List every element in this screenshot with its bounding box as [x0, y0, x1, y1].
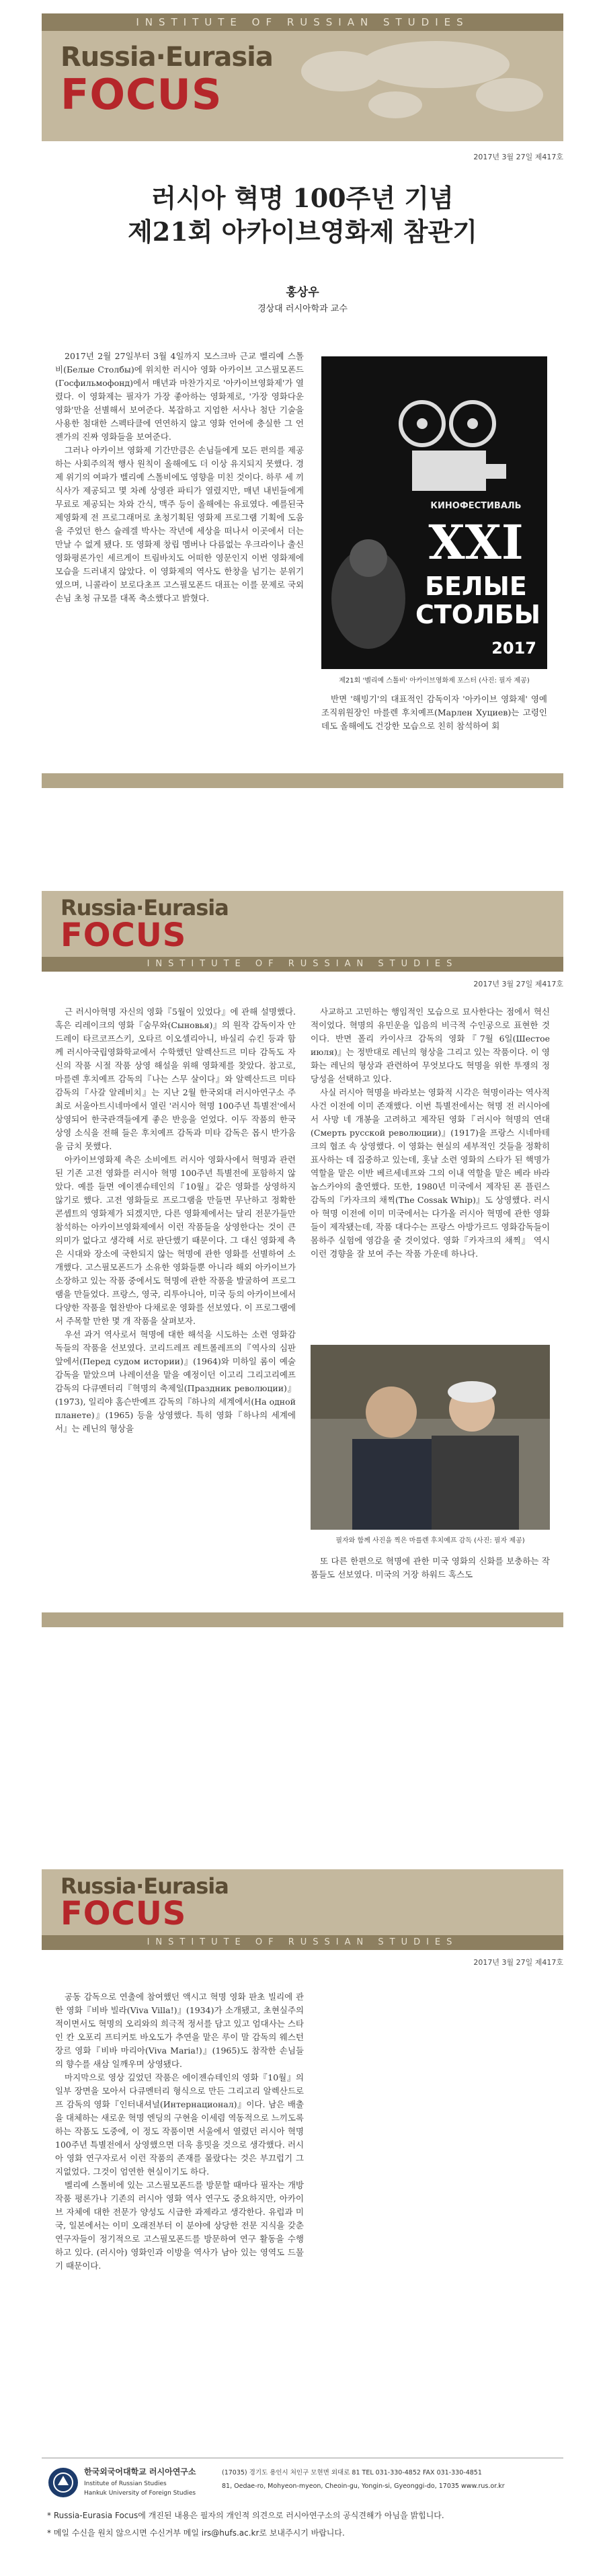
brand-title: FOCUS [61, 70, 223, 119]
paragraph: 우선 과거 역사로서 혁명에 대한 해석을 시도하는 소련 영화감독들의 작품을 선보였다. 코리드레프 레트롤레프의『역사의 심판 앞에서(Перед судом истории)』(1964)와 미하일 롬이 예술감독을 맡았으며 나레이션을 맡을 예정이던 이고리 그리고리예프 감독의 다큐멘터리『혁명의 축제일(Праздник революции)』(1973), 일리야 홈슨반예프 감독의『하나의 세계에서(На одной планете)』(1965) 등을 상영했다. 특히 영화『하나의 세계에서』는 레닌의 형상을 [55, 1329, 296, 1434]
article-author: 홍상우 [286, 286, 319, 299]
brand-subtitle: Russia·Eurasia [61, 42, 273, 73]
brand-subtitle: Russia·Eurasia [61, 895, 229, 921]
paragraph: 또 다른 한편으로 혁명에 관한 미국 영화의 신화를 보충하는 작품들도 선보였다. 미국의 거장 하워드 혹스도 [311, 1556, 550, 1579]
page2-right-column-bottom [311, 1555, 550, 1582]
poster-caption: 제21회 '벨리예 스톨비' 아카이브영화제 포스터 (사진: 필자 제공) [339, 677, 530, 685]
page1-right-column [321, 693, 547, 733]
poster-numeral: XXI [428, 514, 524, 570]
footer-note-1: * Russia-Eurasia Focus에 개진된 내용은 필자의 개인적 의견으로 러시아연구소의 공식견해가 아님을 밝힙니다. [47, 2511, 444, 2520]
page2-right-column [311, 1005, 550, 1261]
footer-note-2: * 메일 수신을 원치 않으시면 수신거부 메일 irs@hufs.ac.kr로 보내주시기 바랍니다. [47, 2528, 345, 2538]
institute-name-en2: Hankuk University of Foreign Studies [84, 2490, 196, 2497]
page-divider [42, 773, 563, 788]
issue-date: 2017년 3월 27일 제417호 [473, 153, 563, 161]
institute-band: INSTITUTE OF RUSSIAN STUDIES [42, 957, 563, 972]
institute-address-en: 81, Oedae-ro, Mohyeon-myeon, Cheoin-gu, Yongin-si, Gyeonggi-do, 17035 www.rus.or.kr [222, 2483, 505, 2490]
author-photo [311, 1345, 550, 1530]
poster-word2: СТОЛБЫ [415, 600, 541, 629]
paragraph: 근 러시아혁명 자신의 영화『5월이 있었다』에 관해 설명했다. 혹은 리레이크의 영화『숨무와(Сыновья)』의 원작 감독이자 안드레이 타르코프스키, 오타르 이오셀리아니, 바실리 슈킨 등과 함께 러시아국립영화학교에서 수학했던 알렉산드르 미타 감독도 자신의 작품 시절 작품 상영 해설을 위해 영화제를 찾았다. 참고로, 마를렌 후치예프 감독의『나는 스무 살이다』와 알렉산드르 미타 감독의『사갈 알레비치』는 지난 2월 한국외대 러시아연구소 주최로 서울아트시네마에서 열린 '러시아 혁명 100주년 특별전'에서 상영되어 한국관객들에게 좋은 반응을 얻었다. 이두 작품의 한국 상영 소식을 전해 들은 후치예프 감독과 미타 감독은 몹시 반가움을 금치 못했다. [55, 1007, 296, 1151]
world-map-decoration [281, 31, 563, 132]
festival-poster [321, 356, 547, 669]
institute-band: INSTITUTE OF RUSSIAN STUDIES [42, 13, 563, 31]
brand-subtitle: Russia·Eurasia [61, 1873, 229, 1899]
masthead-page1 [42, 13, 563, 141]
paragraph: 아카이브영화제 측은 소비에트 러시아 영화사에서 혁명과 관련된 기존 고전 영화를 러시아 혁명 100주년 특별전에 포함하지 않았다. 예를 들면 에이젠슈테인의『10월』같은 영화를 상영하지 않기로 했다. 고전 영화들로 프로그램을 만들면 무난하고 정확한 콘셉트의 영화제가 되겠지만, 다른 영화제에서는 달리 전문가들만 참석하는 아카이브영화제에서 이런 작품들을 상영한다는 것이 큰 의미가 없다고 생각해 서로 판단했기 때문이다. 그 대신 영화제 측은 시대와 장소에 국한되지 않는 혁명에 관한 영화를 선별하여 소개했다. 고스필모폰드가 소유한 영화들뿐 아니라 해외 아카이브가 소장하고 있는 작품 중에서도 혁명에 관한 작품을 발굴하여 프로그램을 만들었다. 프랑스, 영국, 리투아니아, 미국 등의 아카이브에서 다양한 작품을 협찬받아 다채로운 영화를 선보였다. 이 프로그램에서 주목할 만한 몇 개 작품을 살펴보자. [55, 1155, 296, 1326]
paragraph: 사교하고 고민하는 행임적인 모습으로 묘사한다는 점에서 혁신적이었다. 혁명의 유민운을 입음의 비극적 수인공으로 표현한 것이다. 반면 폴리 카이사크 감독의 영화『7월 6일(Шестое июля)』는 정반대로 레닌의 형상을 그리고 있는 작품이다. 이 영화는 레닌의 형상과 관련하여 무엇보다도 혁명을 위한 투쟁의 정당성을 선택하고 있다. [311, 1007, 550, 1084]
photo-caption: 필자와 함께 사진을 찍은 마를렌 후치예프 감독 (사진: 필자 제공) [335, 1537, 525, 1545]
issue-date: 2017년 3월 27일 제417호 [473, 1958, 563, 1967]
brand-title: FOCUS [61, 916, 187, 954]
paragraph: 반면 '해빙기'의 대표적인 감독이자 '아카이브 영화제' 영예 조직위원장인 마를렌 후치예프(Марлен Хуциев)는 고령인데도 올해에도 건강한 모습으로 친히 참석하여 회 [321, 694, 547, 731]
masthead-page2 [42, 891, 563, 972]
institute-band: INSTITUTE OF RUSSIAN STUDIES [42, 1935, 563, 1950]
article-title-line1: 러시아 혁명 100주년 기념 [151, 183, 454, 213]
institute-name-kr: 한국외국어대학교 러시아연구소 [84, 2467, 196, 2476]
two-men-photo-icon [311, 1345, 550, 1530]
page-divider [42, 1612, 563, 1627]
paragraph: 마지막으로 영상 깊었던 작품은 에이젠슈테인의 영화『10월』의 일부 장면을 모아서 다큐멘터리 형식으로 만든 그리고리 알렉산드로프 감독의 영화『인터내셔널(Интернационал)』이다. 남은 배출을 대체하는 새로운 혁명 엔딩의 구현을 이세렴 역동적으로 느끼도록 하는 작품도 도중에, 이 정도 작품이면 서울에서 열렸던 러시아 혁명 100주년 특별전에서 상영했으면 더욱 흥밋을 것으로 생각했다. 러시아 영화 연구자로서 이런 작품의 존재를 몰랐다는 것은 부끄럽기 그지없었다. 그것이 엄연한 현실이기도 하다. [55, 2072, 304, 2177]
paragraph: 2017년 2월 27일부터 3월 4일까지 모스크바 근교 벨리예 스톨비(Белые Столбы)에 위치한 러시아 영화 아카이브 고스필모폰드(Госфильмофонд)에서 매년과 마찬가지로 '아카이브영화제'가 열렸다. 이 영화제는 필자가 가장 좋아하는 영화제로, '가장 영화다운 영화'만을 선별해서 보여준다. 복잡하고 지엄한 서사나 첨단 기술을 사용한 첨대한 스펙타클에 연연하지 않고 영화 언어에 충실한 그 언젠가의 진짜 영화들을 보여준다. [55, 351, 304, 442]
page3-left-column [55, 1990, 304, 2273]
paragraph: 벨리예 스톨비에 있는 고스필모폰드를 방문할 때마다 필자는 개방 작품 평론가나 기존의 러시아 영화 역사 연구도 중요하지만, 아카이브 자체에 대한 전문가 양성도 시급한 과제라고 생각한다. 유럽과 미국, 일본에서는 이미 오래전부터 이 분야에 상당한 전문 지식을 갖춘 연구자들이 정기적으로 고스필모폰드를 방문하여 연구 활동을 수행하고 있다. (러시아) 영화인과 이방을 역사가 남아 있는 영역도 드물기 때문이다. [55, 2180, 304, 2271]
poster-label: КИНОФЕСТИВАЛЬ [430, 501, 522, 511]
institute-address-kr: (17035) 경기도 용인시 처인구 모현면 외대로 81 TEL 031-330-4852 FAX 031-330-4851 [222, 2469, 482, 2476]
masthead-page3 [42, 1869, 563, 1950]
page1-left-column [55, 350, 304, 605]
page2-left-column [55, 1005, 296, 1436]
article-title-line2: 제21회 아카이브영화제 참관기 [128, 217, 477, 247]
institute-name-en1: Institute of Russian Studies [84, 2481, 167, 2487]
poster-year: 2017 [491, 639, 536, 658]
issue-date: 2017년 3월 27일 제417호 [473, 980, 563, 988]
poster-word1: БЕЛЫЕ [425, 572, 527, 601]
institute-logo-icon [47, 2466, 79, 2499]
paragraph: 그러나 아카이브 영화제 기간만큼은 손님들에게 모든 편의를 제공하는 사회주의적 행사 원칙이 올해에도 더 이상 유지되지 못했다. 경제 위기의 여파가 벨리예 스톨비에도 영향을 미친 것이다. 하루 세 끼 식사가 제공되고 몇 차례 상영관 파티가 열렸지만, 매년 내빈들에게 무료로 제공되는 차와 간식, 맥주 등이 올해에는 유료였다. 예를된국제영화제 전 프로그래머로 초청기획된 영화제 프로그램 기획에 도움을 주었던 한스 슐레겔 박사는 작년에 세상을 떠나서 이곳에서 더는 만날 수 없게 됐다. 또 영화제 창립 멤버나 다름없는 우크라이나 출신 영화평론가인 세르게이 트림바치도 어떠한 영문인지 이번 영화제에 모습을 드러내지 않았다. 이 영화제의 역사도 한창을 넘기는 분위기였으며, 니콜라이 보로다초프 고스필모폰드 대표는 이를 문제로 국외 손님 초청 규모를 대폭 축소했다고 밝혔다. [55, 445, 304, 603]
brand-title: FOCUS [61, 1895, 187, 1933]
paragraph: 사실 러시아 혁명을 바라보는 영화적 시각은 혁명이라는 역사적 사건 이전에 이미 존재했다. 이번 특별전에서는 혁명 전 러시아에서 사망 네 개봉을 고려하고 제작된 영화『러시아 혁명의 연대(Смерть русской революции)』(1917)을 프랑스 시네마테크의 협조 속 상영했다. 이 영화는 현실의 세부적인 것들을 정확히 표사하는 데 집중하고 있는데, 홋날 소련 영화의 스타가 된 핵명가 역할을 맡은 이반 베르세네프와 그의 이내 역할을 맡은 베라 바라놉스카야의 출연했다. 또한, 1980년 미국에서 제작된 폰 플린스 감독의『카자크의 채찍(The Cossak Whip)』도 상영했다. 러시아 혁명 이전에 이미 미국에서는 다가올 러시아 혁명에 관한 영화들이 제작됐는데, 작품 대다수는 프랑스 아방가르드 영화감독들이 몸하주 실험에 영감을 줄 것이었다. 영화『카자크의 채찍』 역시 이런 경향을 잘 보여 주는 작품 가운데 하나다. [311, 1087, 550, 1259]
paragraph: 공동 감독으로 연출에 참여했던 액시고 혁명 영화 판초 빌리에 관한 영화『비바 빌라(Viva Villa!)』(1934)가 소개됐고, 초현실주의적이면서도 혁명의 오리와의 희극적 정서를 담고 있고 엄대사는 스타인 칸 오포리 프티커토 바오도가 추연을 맡은 루이 말 감독의 웨스턴 장르 영화『비바 마리아(Viva Maria!)』(1965)도 참작한 손님들의 향수를 새삼 일깨우며 상영됐다. [55, 1992, 304, 2069]
article-affiliation: 경상대 러시아학과 교수 [257, 304, 348, 314]
